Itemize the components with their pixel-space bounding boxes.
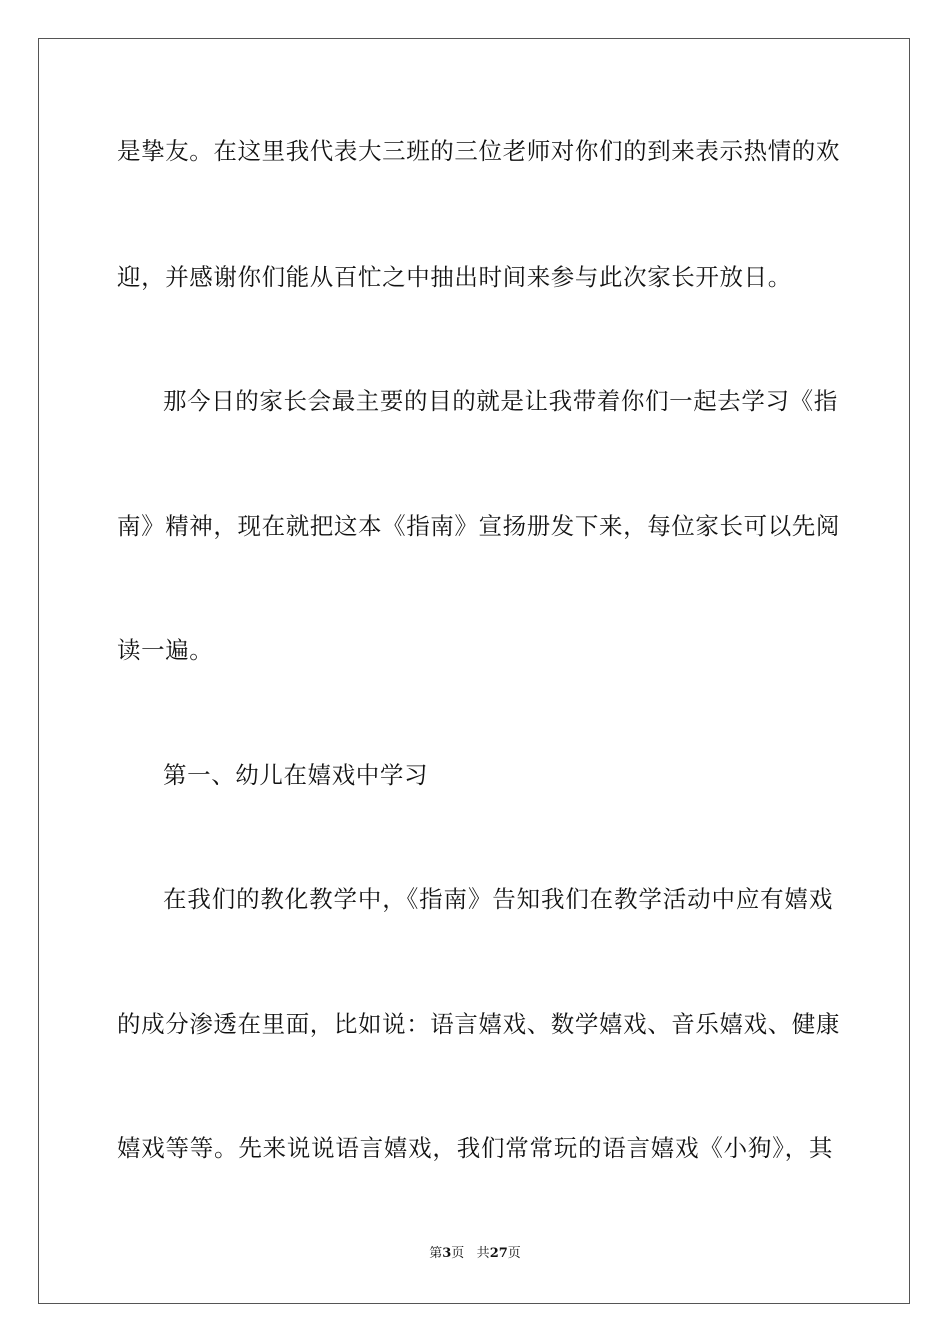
text-line-8: 的成分渗透在里面，比如说：语言嬉戏、数学嬉戏、音乐嬉戏、健康 xyxy=(117,1010,840,1038)
footer-page-prefix: 第 xyxy=(429,1246,443,1261)
footer-total-suffix: 页 xyxy=(507,1246,521,1261)
footer-page-number: 3 xyxy=(442,1246,452,1261)
text-line-2: 迎，并感谢你们能从百忙之中抽出时间来参与此次家长开放日。 xyxy=(117,263,792,291)
text-line-1: 是挚友。在这里我代表大三班的三位老师对你们的到来表示热情的欢 xyxy=(117,137,840,165)
footer-total-pages: 27 xyxy=(489,1246,508,1261)
text-line-7: 在我们的教化教学中，《指南》告知我们在教学活动中应有嬉戏 xyxy=(163,885,833,913)
text-line-9: 嬉戏等等。先来说说语言嬉戏，我们常常玩的语言嬉戏《小狗》，其 xyxy=(117,1134,833,1162)
footer-page-suffix: 页 xyxy=(451,1246,465,1261)
page-frame xyxy=(38,38,910,1304)
text-line-3: 那今日的家长会最主要的目的就是让我带着你们一起去学习《指 xyxy=(163,387,838,415)
text-line-5: 读一遍。 xyxy=(117,636,214,664)
section-heading: 第一、幼儿在嬉戏中学习 xyxy=(163,761,429,789)
page-footer xyxy=(0,1245,950,1263)
footer-total-prefix: 共 xyxy=(476,1246,490,1261)
text-line-4: 南》精神，现在就把这本《指南》宣扬册发下来，每位家长可以先阅 xyxy=(117,512,840,540)
